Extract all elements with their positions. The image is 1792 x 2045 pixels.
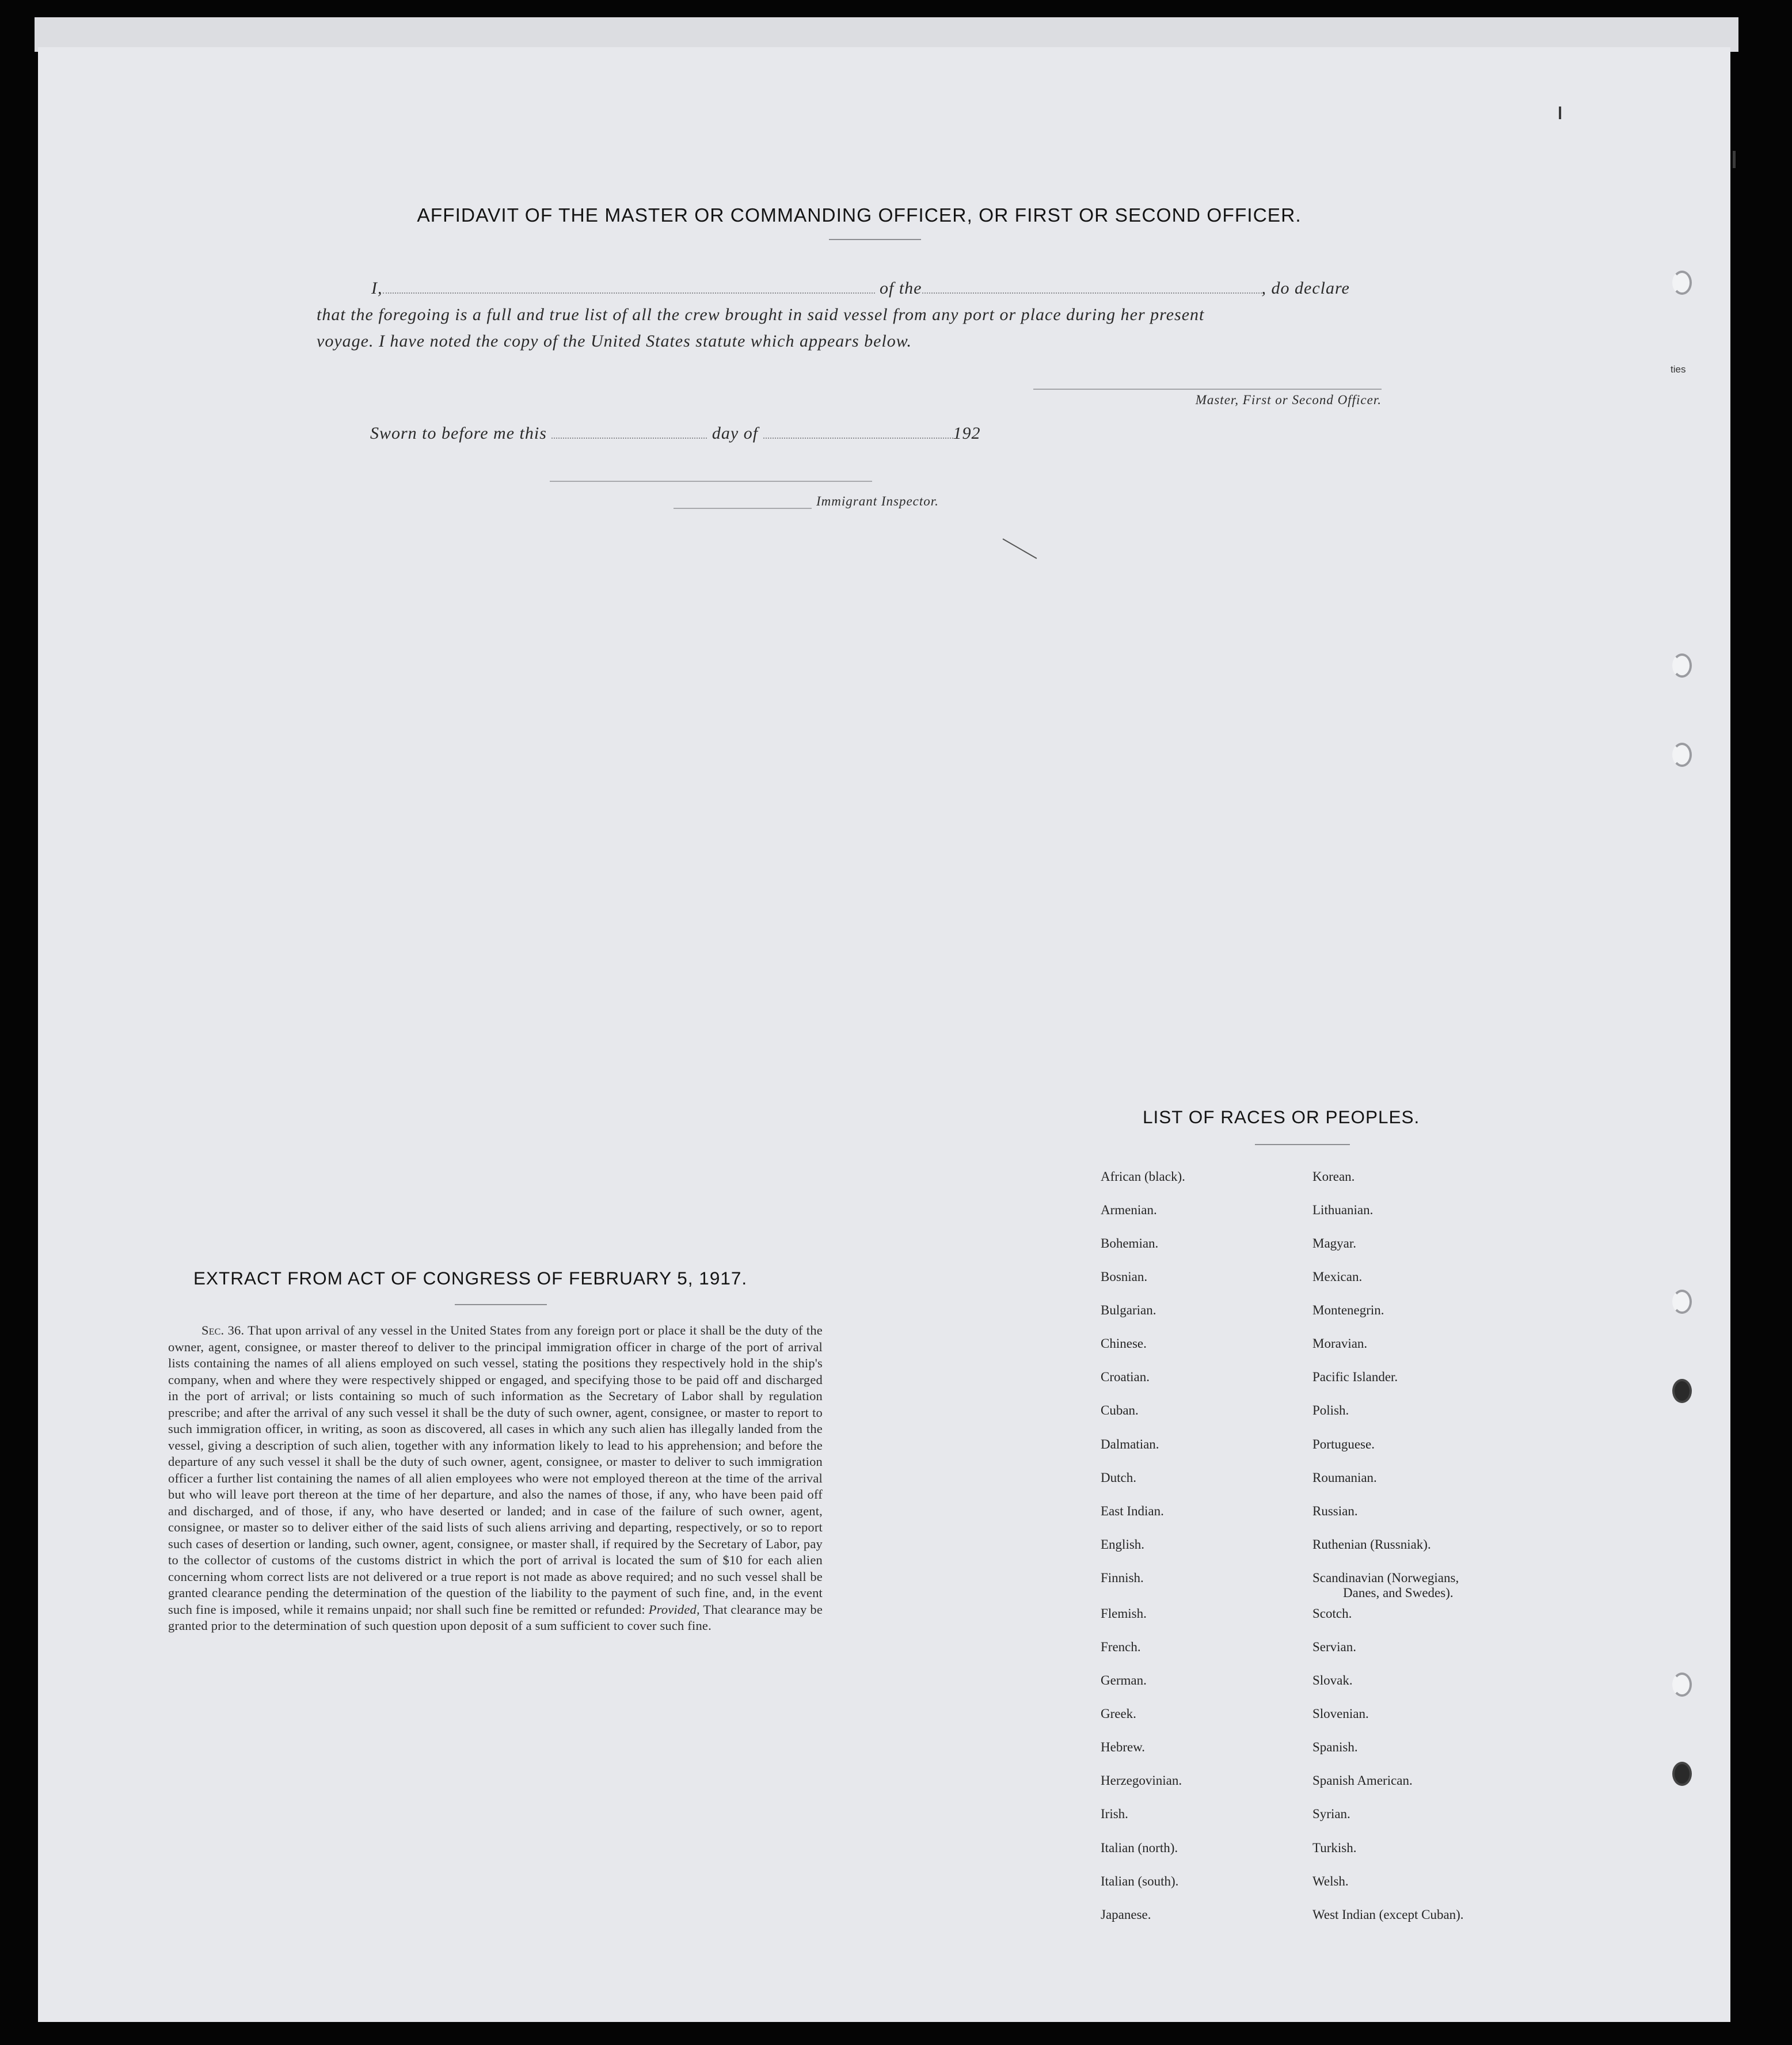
stray-mark <box>1559 107 1561 119</box>
sworn-month-field[interactable] <box>763 438 953 439</box>
inspector-label: Immigrant Inspector. <box>816 494 939 508</box>
race-item: Danes, and Swedes). <box>1343 1586 1454 1600</box>
race-item: Scotch. <box>1312 1606 1352 1621</box>
extract-section-label: Sec. 36. <box>201 1323 245 1337</box>
extract-text-end: That clearance may be granted prior to the determination of such question upon deposit of a sum sufficient to cover such fine. <box>168 1602 823 1633</box>
races-title-underline <box>1255 1144 1350 1145</box>
affidavit-title: AFFIDAVIT OF THE MASTER OR COMMANDING OFFICER, OR FIRST OR SECOND OFFICER. <box>417 205 1302 226</box>
race-item: Japanese. <box>1101 1907 1151 1922</box>
race-item: Syrian. <box>1312 1807 1350 1821</box>
sworn-prefix: Sworn to before me this <box>370 424 547 443</box>
declaration-i: I, <box>371 279 383 298</box>
race-item: Lithuanian. <box>1312 1203 1374 1217</box>
race-item: Herzegovinian. <box>1101 1773 1182 1788</box>
extract-title-underline <box>455 1304 547 1305</box>
inspector-title-line <box>674 508 812 509</box>
race-item: Ruthenian (Russniak). <box>1312 1537 1431 1552</box>
extract-body <box>168 1322 823 1635</box>
punch-hole <box>1672 743 1692 767</box>
race-item: Mexican. <box>1312 1269 1363 1284</box>
sworn-year: 192 <box>953 424 981 443</box>
race-item: Spanish. <box>1312 1740 1358 1754</box>
sworn-day-field[interactable] <box>551 438 707 439</box>
race-item: Roumanian. <box>1312 1470 1377 1485</box>
sworn-day-of: day of <box>712 424 759 443</box>
declaration-line-1 <box>317 275 1410 302</box>
declaration-do-declare: , do declare <box>1261 279 1350 298</box>
race-item: Portuguese. <box>1312 1437 1375 1451</box>
race-item: West Indian (except Cuban). <box>1312 1907 1464 1922</box>
race-item: Servian. <box>1312 1640 1357 1654</box>
race-item: Korean. <box>1312 1169 1355 1184</box>
extract-title: EXTRACT FROM ACT OF CONGRESS OF FEBRUARY 5, 1917. <box>193 1268 748 1288</box>
punch-hole <box>1672 1290 1692 1314</box>
race-item: Greek. <box>1101 1706 1136 1721</box>
race-item: German. <box>1101 1673 1147 1687</box>
race-item: Spanish American. <box>1312 1773 1413 1788</box>
race-item: Turkish. <box>1312 1841 1357 1855</box>
signature-line[interactable] <box>1033 389 1382 390</box>
race-item: English. <box>1101 1537 1145 1552</box>
race-item: Irish. <box>1101 1807 1128 1821</box>
inspector-signature-line[interactable] <box>550 481 872 482</box>
race-item: Slovenian. <box>1312 1706 1369 1721</box>
sworn-line <box>370 420 981 447</box>
race-item: Chinese. <box>1101 1336 1147 1351</box>
race-item: Dalmatian. <box>1101 1437 1159 1451</box>
race-item: Magyar. <box>1312 1236 1357 1250</box>
title-underline <box>829 239 921 240</box>
extract-provided: Provided, <box>648 1602 700 1617</box>
race-item: Bulgarian. <box>1101 1303 1156 1317</box>
punch-hole <box>1672 1379 1692 1403</box>
race-item: French. <box>1101 1640 1141 1654</box>
race-item: Hebrew. <box>1101 1740 1146 1754</box>
race-item: East Indian. <box>1101 1504 1164 1518</box>
race-item: Italian (north). <box>1101 1841 1178 1855</box>
race-item: Flemish. <box>1101 1606 1147 1621</box>
race-item: Welsh. <box>1312 1874 1349 1888</box>
stray-mark <box>1733 151 1736 168</box>
race-item: Pacific Islander. <box>1312 1370 1398 1384</box>
race-item: Croatian. <box>1101 1370 1150 1384</box>
declaration-line-3: voyage. I have noted the copy of the United States statute which appears below. <box>317 332 912 351</box>
vessel-name-field[interactable] <box>922 292 1262 294</box>
race-item: Montenegrin. <box>1312 1303 1384 1317</box>
declaration-of-the: of the <box>880 279 922 298</box>
punch-hole <box>1672 1673 1692 1697</box>
punch-hole <box>1672 653 1692 678</box>
race-item: Moravian. <box>1312 1336 1368 1351</box>
margin-fragment: ties <box>1671 364 1686 375</box>
race-item: Russian. <box>1312 1504 1358 1518</box>
race-item: Scandinavian (Norwegians, <box>1312 1571 1459 1585</box>
race-item: African (black). <box>1101 1169 1185 1184</box>
race-item: Slovak. <box>1312 1673 1353 1687</box>
race-item: Dutch. <box>1101 1470 1136 1485</box>
extract-text: That upon arrival of any vessel in the United States from any foreign port or place it shall be the duty of the owner, agent, consignee, or master thereof to deliver to the principal immigration officer in charge of the port of arrival lists containing the names of all aliens employed on such vessel, stating the positions they respectively hold in the ship's company, when and where they were respectively shipped or engaged, and specifying those to be paid off and discharged in the port of arrival; or lists containing so much of such information as the Secretary of Labor shall by regulation prescribe; and after the arrival of any such vessel it shall be the duty of such owner, agent, consignee, or master to report to such immigration officer, in writing, as soon as discovered, all cases in which any such alien has illegally landed from the vessel, giving a description of such alien, together with any information likely to lead to his apprehension; and before the departure of any such vessel it shall be the duty of such owner, agent, consignee, or master to deliver to such immigration officer a further list containing the names of all alien employees who were not employed thereon at the time of the arrival but who will leave port thereon at the time of her departure, and also the names of those, if any, who have been paid off and discharged, and of those, if any, who have deserted or landed; and in case of the failure of such owner, agent, consignee, or master so to deliver either of the said lists of such aliens arriving and departing, respectively, or so to report such cases of desertion or landing, such owner, agent, consignee, or master shall, if required by the Secretary of Labor, pay to the collector of customs of the customs district in which the port of arrival is located the sum of $10 for each alien concerning whom correct lists are not delivered or a true report is not made as above required; and no such vessel shall be granted clearance pending the determination of the question of the liability to the payment of such fine, and, in the event such fine is imposed, while it remains unpaid; nor shall such fine be remitted or refunded: <box>168 1323 823 1617</box>
race-item: Bohemian. <box>1101 1236 1159 1250</box>
race-item: Polish. <box>1312 1403 1349 1417</box>
declaration-line-2: that the foregoing is a full and true list of all the crew brought in said vessel from any port or place during her present <box>317 305 1205 324</box>
signature-label: Master, First or Second Officer. <box>1195 393 1382 407</box>
races-title: LIST OF RACES OR PEOPLES. <box>1143 1107 1420 1127</box>
punch-hole <box>1672 1762 1692 1786</box>
race-item: Cuban. <box>1101 1403 1139 1417</box>
race-item: Italian (south). <box>1101 1874 1179 1888</box>
race-item: Bosnian. <box>1101 1269 1148 1284</box>
race-item: Finnish. <box>1101 1571 1144 1585</box>
race-item: Armenian. <box>1101 1203 1157 1217</box>
page-top-edge <box>35 17 1738 52</box>
punch-hole <box>1672 271 1692 295</box>
declarant-name-field[interactable] <box>383 292 875 294</box>
